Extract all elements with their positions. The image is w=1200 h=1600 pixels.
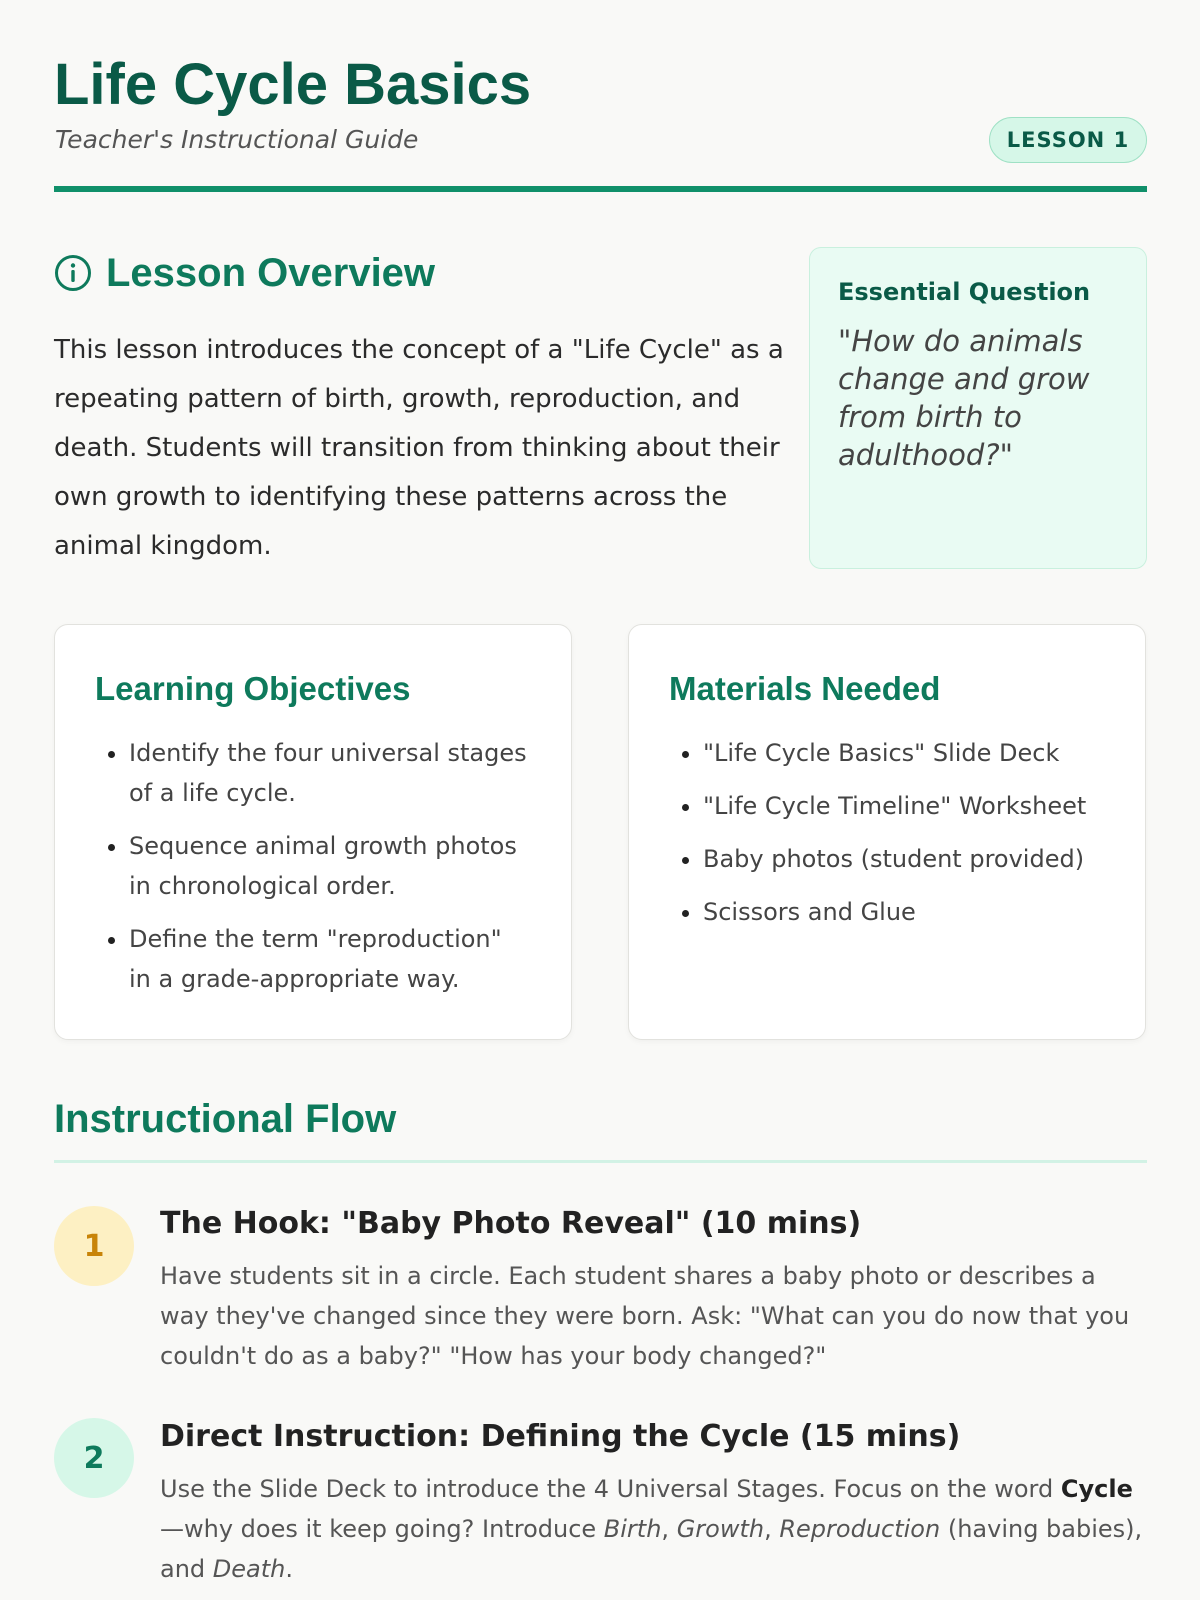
header-divider — [54, 186, 1147, 192]
step-title: The Hook: "Baby Photo Reveal" (10 mins) — [160, 1206, 862, 1241]
page-title: Life Cycle Basics — [54, 52, 532, 117]
page-subtitle: Teacher's Instructional Guide — [55, 125, 419, 154]
overview-text: This lesson introduces the concept of a "Life Cycle" as a repeating pattern of birth, growth, reproduction, and death. Students will transition from thinking about their own growth to identifying these patterns across the animal kingdom. — [54, 335, 784, 561]
step-body-separator: , — [661, 1515, 677, 1543]
materials-heading: Materials Needed — [669, 670, 941, 707]
step-body: Have students sit in a circle. Each student shares a baby photo or describes a way they've changed since they were born. Ask: "What can you do now that you couldn't do as a baby?" "How has your body changed?" — [160, 1262, 1130, 1370]
objectives-card — [54, 624, 572, 1040]
step-body-term-growth: Growth — [676, 1515, 765, 1543]
objectives-heading: Learning Objectives — [95, 670, 411, 707]
step-body-separator: , — [764, 1515, 780, 1543]
essential-question-label: Essential Question — [838, 278, 1091, 306]
step-body-text: —why does it keep going? Introduce — [160, 1515, 604, 1543]
list-item: • "Life Cycle Basics" Slide Deck — [703, 733, 1105, 773]
essential-question-quote: "How do animals change and grow from birth to adulthood?" — [838, 324, 1090, 472]
materials-card — [628, 624, 1146, 1040]
list-item: • Define the term "reproduction" in a grade-appropriate way. — [129, 919, 531, 999]
overview-heading-text: Lesson Overview — [106, 250, 436, 295]
list-item: • Scissors and Glue — [703, 892, 1105, 932]
essential-question-box — [809, 247, 1147, 569]
info-icon — [54, 254, 92, 292]
list-item: • "Life Cycle Timeline" Worksheet — [703, 786, 1105, 826]
step-body-term-reproduction: Reproduction — [779, 1515, 941, 1543]
list-item: • Baby photos (student provided) — [703, 839, 1105, 879]
lesson-badge: LESSON 1 — [989, 117, 1147, 163]
step-body-term-cycle: Cycle — [1060, 1475, 1133, 1503]
list-item: • Identify the four universal stages of a life cycle. — [129, 733, 531, 813]
flow-divider — [54, 1160, 1147, 1163]
step-body-text: (having babies), and — [160, 1515, 1143, 1583]
step-title: Direct Instruction: Defining the Cycle (15 mins) — [160, 1419, 961, 1454]
objectives-list — [95, 733, 531, 999]
step-body-term-birth: Birth — [603, 1515, 662, 1543]
materials-list — [669, 733, 1105, 932]
list-item: • Sequence animal growth photos in chronological order. — [129, 826, 531, 906]
step-body-text: . — [285, 1555, 293, 1583]
step-number-badge: 2 — [54, 1418, 134, 1498]
step-body — [160, 1469, 1150, 1589]
overview-heading — [54, 246, 435, 300]
flow-heading: Instructional Flow — [54, 1097, 397, 1141]
step-number-badge: 1 — [54, 1206, 134, 1286]
step-body-text: Use the Slide Deck to introduce the 4 Universal Stages. Focus on the word — [160, 1475, 1061, 1503]
step-body-term-death: Death — [212, 1555, 286, 1583]
